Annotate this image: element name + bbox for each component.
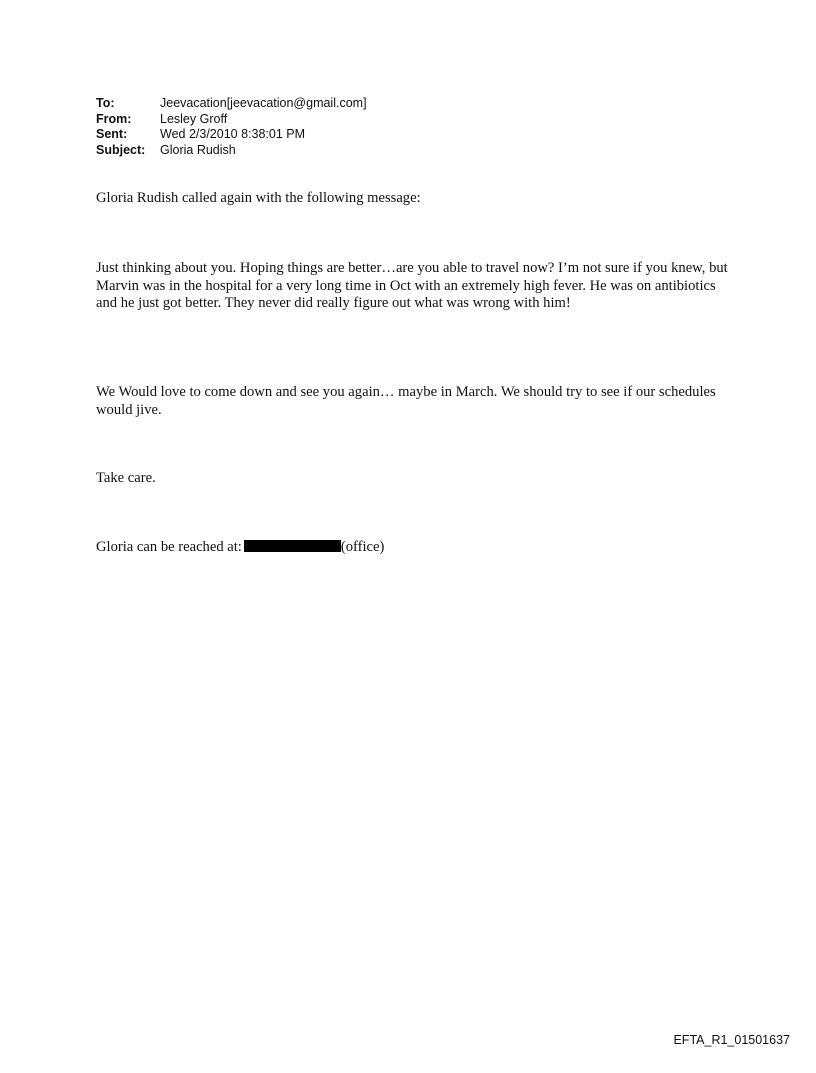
header-to-row xyxy=(96,96,367,112)
header-to-value: Jeevacation[jeevacation@gmail.com] xyxy=(160,96,367,110)
message-paragraph-2: We Would love to come down and see you again… maybe in March. We should try to see if our schedules would jive. xyxy=(96,384,716,418)
header-sent-value: Wed 2/3/2010 8:38:01 PM xyxy=(160,127,306,141)
intro-paragraph: Gloria Rudish called again with the following message: xyxy=(96,190,421,206)
contact-suffix: (office) xyxy=(340,539,385,555)
header-from-row xyxy=(96,112,367,128)
header-from-value: Lesley Groff xyxy=(160,111,228,126)
header-to-label: To: xyxy=(96,96,115,110)
header-subject-row xyxy=(96,143,367,159)
email-header xyxy=(96,96,367,158)
header-subject-value: Gloria Rudish xyxy=(160,142,236,157)
redaction-block xyxy=(244,540,341,552)
header-sent-row xyxy=(96,127,367,143)
header-sent-label: Sent: xyxy=(96,127,128,141)
bates-number: EFTA_R1_01501637 xyxy=(673,1033,790,1047)
closing-paragraph: Take care. xyxy=(96,470,156,486)
header-subject-label: Subject: xyxy=(96,142,146,157)
contact-paragraph xyxy=(96,539,736,557)
header-from-label: From: xyxy=(96,111,132,126)
contact-prefix: Gloria can be reached at: xyxy=(96,539,242,555)
message-paragraph-1: Just thinking about you. Hoping things are better…are you able to travel now? I’m not sure if you knew, but Marvin was in the hospital for a very long time in Oct with an extremely high fever. He was on antibiotics and he just got better. They never did really figure out what was wrong with him! xyxy=(96,260,728,312)
